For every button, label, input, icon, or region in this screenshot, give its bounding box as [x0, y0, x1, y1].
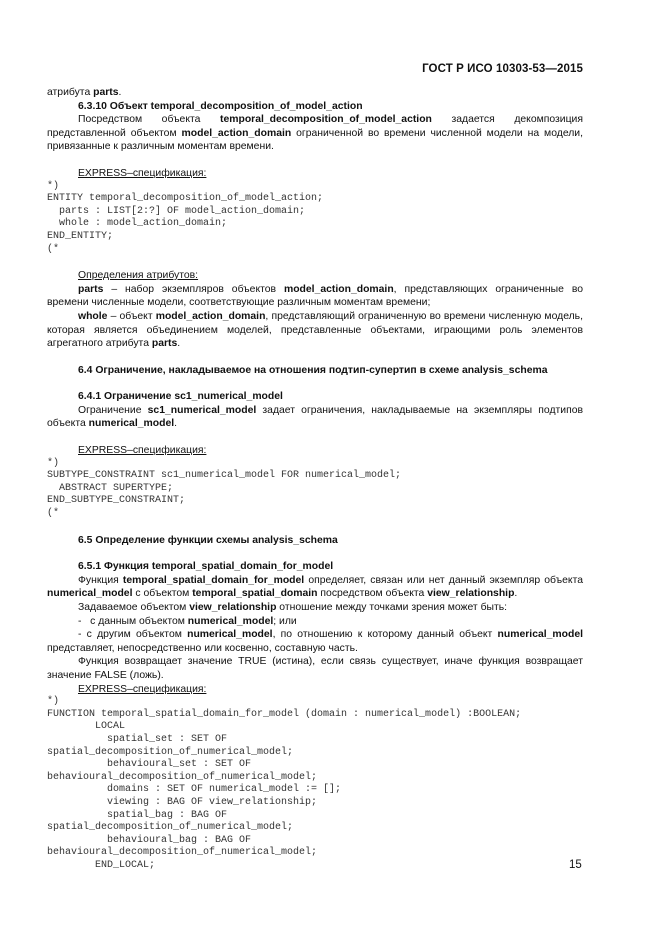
code-line: spatial_set : SET OF [47, 733, 228, 745]
code-line: END_LOCAL; [47, 859, 156, 871]
code-line: SUBTYPE_CONSTRAINT sc1_numerical_model FOR numerical_model; [47, 470, 402, 482]
express-label: EXPRESS–спецификация: [78, 683, 207, 695]
code-line: FUNCTION temporal_spatial_domain_for_model (domain : numerical_model) :BOOLEAN; [47, 708, 522, 720]
express-label: EXPRESS–спецификация: [78, 445, 207, 457]
code-line: behavioural_decomposition_of_numerical_model; [47, 847, 318, 859]
code-line: spatial_decomposition_of_numerical_model; [47, 746, 294, 758]
paragraph-decomposition: Посредством объекта temporal_decomposition_of_model_action задается декомпозиция представленной объектом model_action_domain ограниченной во времени численной модели на модели, привязанные к различным моментам времени. [47, 114, 584, 153]
code-line: (* [47, 508, 60, 520]
express-code-constraint [47, 458, 583, 521]
attribute-whole: whole – объект model_action_domain, представляющий ограниченную во времени численную модель, которая является объединением моделей, представленные объектами, играющими роль элементов агрегатного атрибута parts. [47, 310, 583, 350]
express-code-function [47, 696, 583, 872]
paragraph-relationship: Задаваемое объектом view_relationship отношение между точками зрения может быть: [78, 602, 508, 613]
code-line: (* [47, 243, 60, 255]
page-number: 15 [569, 859, 582, 871]
section-heading-6-5: 6.5 Определение функции схемы analysis_schema [78, 534, 338, 546]
code-line: spatial_bag : BAG OF [47, 809, 228, 821]
code-line: domains : SET OF numerical_model := []; [47, 784, 342, 796]
code-line: whole : model_action_domain; [47, 218, 228, 230]
paragraph-function: Функция temporal_spatial_domain_for_model определяет, связан или нет данный экземпляр объекта numerical_model с объектом temporal_spatial_domain посредством объекта view_relationship. [47, 574, 583, 600]
code-line: ENTITY temporal_decomposition_of_model_action; [47, 193, 324, 205]
express-code-entity [47, 181, 583, 257]
standard-header: ГОСТ Р ИСО 10303-53—2015 [422, 63, 583, 75]
code-line: *) [47, 457, 60, 469]
section-heading-6-5-1: 6.5.1 Функция temporal_spatial_domain_for_model [78, 561, 334, 573]
section-heading-6-4-1: 6.4.1 Ограничение sc1_numerical_model [78, 391, 283, 403]
list-item: - с данным объектом numerical_model; или [78, 615, 297, 627]
express-label: EXPRESS–спецификация: [78, 167, 207, 179]
attribute-parts: parts – набор экземпляров объектов model_action_domain, представляющих ограниченные во времени численные модели, соответствующие различным моментам времени; [47, 283, 583, 309]
paragraph-return: Функция возвращает значение TRUE (истина), если связь существует, иначе функция возвращает значение FALSE (ложь). [47, 656, 583, 681]
intro-line: атрибута parts. [47, 87, 122, 98]
code-line: *) [47, 696, 60, 708]
code-line: behavioural_decomposition_of_numerical_model; [47, 771, 318, 783]
code-line: *) [47, 180, 60, 192]
code-line: ABSTRACT SUPERTYPE; [47, 482, 174, 494]
page-body [47, 86, 583, 872]
attributes-label: Определения атрибутов: [78, 270, 199, 282]
code-line: END_SUBTYPE_CONSTRAINT; [47, 495, 186, 507]
paragraph-constraint: Ограничение sc1_numerical_model задает ограничения, накладываемые на экземпляры подтипов объекта numerical_model. [47, 404, 583, 430]
list-item: - с другим объектом numerical_model, по отношению к которому данный объект numerical_model представляет, непосредственно или косвенно, составную часть. [47, 629, 584, 654]
code-line: behavioural_set : SET OF [47, 759, 252, 771]
section-heading-6-3-10: 6.3.10 Объект temporal_decomposition_of_model_action [78, 100, 363, 112]
code-line: LOCAL [47, 721, 126, 733]
code-line: spatial_decomposition_of_numerical_model; [47, 822, 294, 834]
section-heading-6-4: 6.4 Ограничение, накладываемое на отношения подтип-супертип в схеме analysis_schema [78, 364, 548, 376]
code-line: viewing : BAG OF view_relationship; [47, 796, 318, 808]
code-line: END_ENTITY; [47, 230, 114, 242]
code-line: behavioural_bag : BAG OF [47, 834, 252, 846]
code-line: parts : LIST[2:?] OF model_action_domain; [47, 205, 306, 217]
